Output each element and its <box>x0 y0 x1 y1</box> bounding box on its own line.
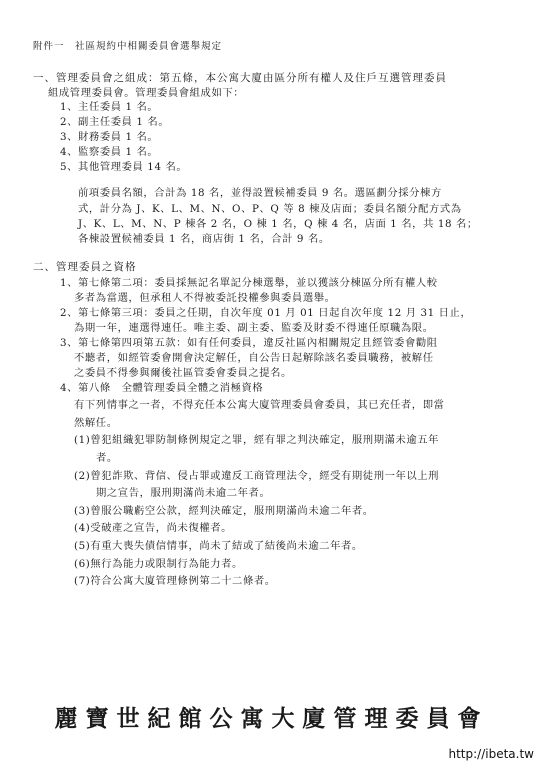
clause-line: 1、第七條第二項：委員採無記名單記分棟選舉，並以獲該分棟區分所有權人較 <box>60 277 438 289</box>
list-item: 5、其他管理委員 14 名。 <box>60 161 188 173</box>
section2-title: 二、管理委員之資格 <box>33 261 137 273</box>
condition-line: (7)符合公寓大廈管理條例第二十二條者。 <box>74 575 276 587</box>
quota-note-line: 各棟設置候補委員 1 名，商店街 1 名，合計 9 名。 <box>78 233 330 245</box>
condition-line: (1)曾犯組織犯罪防制條例規定之罪，經有罪之判決確定，服刑期滿未逾五年 <box>74 434 440 446</box>
quota-note-line: 式，計分為 J、K、L、M、N、O、P、Q 等 8 棟及店面；委員名額分配方式為 <box>78 203 462 215</box>
clause-line: 3、第七條第四項第五款：如有任何委員，違反社區內相關規定且經管委會勸阻 <box>60 337 438 349</box>
clause4-title: 4、第八條 全體管理委員全體之消極資格 <box>60 382 264 394</box>
committee-title: 麗寶世紀館公寓大廈管理委員會 <box>54 705 489 732</box>
condition-line: (4)受破產之宣告，尚未復權者。 <box>74 522 233 534</box>
list-item: 1、主任委員 1 名。 <box>60 101 159 113</box>
condition-line: (5)有重大喪失債信情事，尚未了結或了結後尚未逾二年者。 <box>74 540 363 552</box>
clause-line: 之委員不得參與爾後社區管委會委員之提名。 <box>74 367 292 379</box>
list-item: 4、監察委員 1 名。 <box>60 146 159 158</box>
clause-line: 2、第七條第三項：委員之任期，自次年度 01 月 01 日起自次年度 12 月 31 日止， <box>60 307 472 319</box>
condition-line: 期之宣告，服刑期滿尚未逾二年者。 <box>96 487 271 499</box>
condition-line: (3)曾服公職虧空公款，經判決確定，服刑期滿尚未逾二年者。 <box>74 505 374 517</box>
condition-line: (2)曾犯詐欺、背信、侵占罪或違反工商管理法令，經受有期徒刑一年以上刑 <box>74 470 440 482</box>
list-item: 2、副主任委員 1 名。 <box>60 116 170 128</box>
quota-note-line: J、K、L、M、N、P 棟各 2 名，O 棟 1 名，Q 棟 4 名，店面 1 名，共 18 名； <box>78 218 478 230</box>
quota-note-line: 前項委員名額，合計為 18 名，並得設置候補委員 9 名。選區劃分採分棟方 <box>78 187 442 199</box>
condition-line: 者。 <box>96 452 118 464</box>
clause-line: 多者為當選，但承租人不得被委託投權參與委員選舉。 <box>74 292 336 304</box>
list-item: 3、財務委員 1 名。 <box>60 131 159 143</box>
watermark: http://ibeta.tw <box>446 746 538 762</box>
clause4-intro: 然解任。 <box>74 417 118 429</box>
clause-line: 不聽者，如經管委會開會決定解任，自公告日起解除該名委員職務，被解任 <box>74 352 434 364</box>
section1-title: 一、管理委員會之組成：第五條，本公寓大廈由區分所有權人及住戶互選管理委員 <box>33 72 447 84</box>
clause-line: 為期一年，連選得連任。唯主委、副主委、監委及財委不得連任原職為限。 <box>74 322 434 334</box>
section1-title-cont: 組成管理委員會。管理委員會組成如下： <box>48 87 245 99</box>
attachment-header: 附件一 社區規約中相關委員會選舉規定 <box>33 41 223 52</box>
condition-line: (6)無行為能力或限制行為能力者。 <box>74 558 243 570</box>
clause4-intro: 有下列情事之一者，不得充任本公寓大廈管理委員會委員，其已充任者，即當 <box>74 399 445 411</box>
